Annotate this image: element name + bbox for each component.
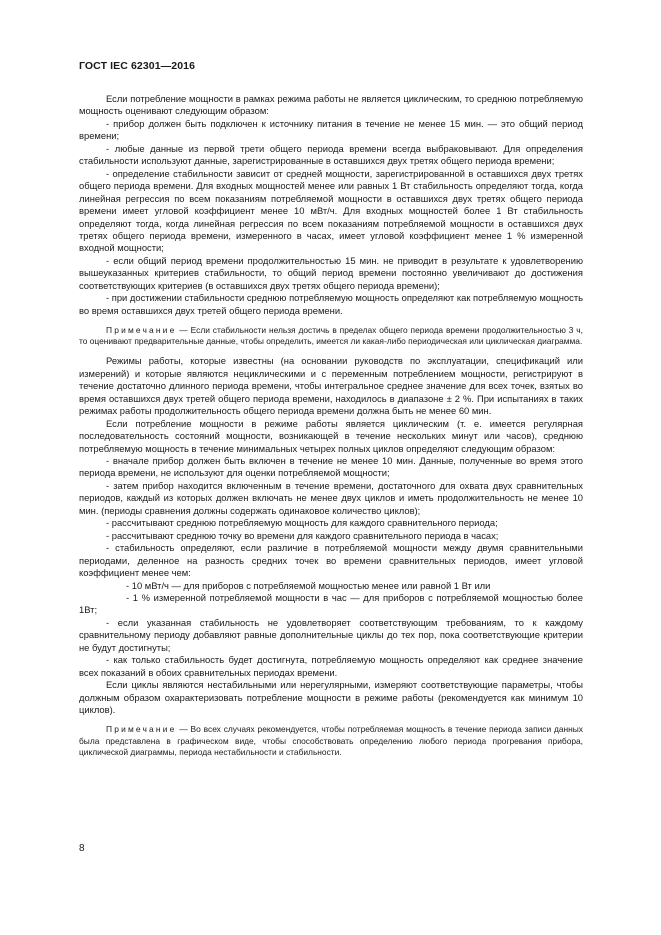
note [79, 724, 583, 757]
paragraph: Режимы работы, которые известны (на основании руководств по эксплуатации, спецификаций или измерений) и которые являются нециклическими и с переменным потреблением мощности, регистрируют в течение достаточно длинного периода времени, чтобы интегральное среднее значение для всех точек, взятых во время оставшихся двух третей общего периода времени, находилось в диапазоне ± 2 %. При испытаниях в таких режимах работы продолжительность общего периода времени должна быть не менее 60 мин. [79, 355, 583, 417]
note-text: — Если стабильности нельзя достичь в пределах общего периода времени продолжительностью 3 ч, то оценивают предварительные данные, чтобы определить, имеется ли какая-либо периодическая или циклическая диаграмма. [79, 325, 583, 347]
list-item: - как только стабильность будет достигнута, потребляемую мощность определяют как среднее значение всех показаний в обоих сравнительных периодах времени. [79, 654, 583, 678]
list-item: - вначале прибор должен быть включен в течение не менее 10 мин. Данные, полученные во время этого периода времени, не используют для оценки потребляемой мощности; [79, 454, 583, 479]
paragraph: Если циклы являются нестабильными или нерегулярными, измеряют соответствующие параметры, чтобы должным образом охарактеризовать потребление мощности в режиме работы (рекомендуется как минимум 10 циклов). [79, 679, 583, 716]
list-item: - при достижении стабильности среднюю потребляемую мощность определяют как потребляемую мощность во время оставшихся двух третей общего периода времени. [79, 292, 583, 316]
note [79, 325, 583, 347]
list-item: - определение стабильности зависит от средней мощности, зарегистрированной в оставшихся двух третях общего периода времени. Для входных мощностей менее или равных 1 Вт стабильность определяют тогда, когда линейная регрессия по всем показаниям потребляемой мощности в оставшихся двух третях общего периода времени имеет угловой коэффициент менее 10 мВт/ч. Для входных мощностей более 1 Вт стабильность определяют тогда, когда линейная регрессия по всем показаниям потребляемой мощности в оставшихся двух третях общего периода времени, измеренного в часах, имеет угловой коэффициент менее 1 % измеренной входной мощности; [79, 167, 583, 254]
list-item: - затем прибор находится включенным в течение времени, достаточного для охвата двух сравнительных периодов, каждый из которых должен включать не менее двух циклов и иметь продолжительность не менее 10 мин. (периоды сравнения должны содержать одинаковое количество циклов); [79, 479, 583, 516]
paragraph: Если потребление мощности в режиме работы является циклическим (т. е. имеется регулярная последовательность состояний мощности, возникающей в течение нескольких минут или часов), среднюю потребляемую мощность в течение минимальных четырех полных циклов определяют следующим образом: [79, 417, 583, 454]
list-item: - стабильность определяют, если различие в потребляемой мощности между двумя сравнительными периодами, деленное на разность средних точек во времени сравнительных периодов, имеет угловой коэффициент менее чем: [79, 542, 583, 579]
list-item: - любые данные из первой трети общего периода времени всегда выбраковывают. Для определения стабильности используют данные, зарегистрированные в оставшихся двух третях общего периода времени; [79, 142, 583, 167]
page-number: 8 [79, 843, 85, 854]
list-item: - 1 % измеренной потребляемой мощности в час — для приборов с потребляемой мощностью более 1Вт; [79, 591, 583, 616]
list-item: - рассчитывают среднюю потребляемую мощность для каждого сравнительного периода; [106, 517, 498, 529]
note-label: Примечание [106, 325, 177, 336]
list-item: - рассчитывают среднюю точку во времени для каждого сравнительного периода в часах; [106, 529, 499, 541]
document-header: ГОСТ IEC 62301—2016 [79, 60, 196, 72]
list-item: - 10 мВт/ч — для приборов с потребляемой мощностью менее или равной 1 Вт или [126, 579, 491, 591]
list-item: - прибор должен быть подключен к источнику питания в течение не менее 15 мин. — это общий период времени; [79, 117, 583, 142]
list-item: - если общий период времени продолжительностью 15 мин. не приводит в результате к удовлетворению вышеуказанных критериев стабильности, то общий период времени постоянно увеличивают до достижения соответствующих критериев (в оставшихся двух третях общего периода времени); [79, 254, 583, 291]
note-label: Примечание [106, 724, 177, 735]
list-item: - если указанная стабильность не удовлетворяет соответствующим требованиям, то к каждому сравнительному периоду добавляют равные дополнительные циклы до тех пор, пока соответствующие критерии не будут достигнуты; [79, 616, 583, 653]
page-body [79, 93, 583, 758]
note-text: — Во всех случаях рекомендуется, чтобы потребляемая мощность в течение периода записи данных была представлена в графическом виде, чтобы способствовать определению любого периода прогревания прибора, циклической диаграммы, периода нестабильности и стабильности. [79, 724, 583, 757]
paragraph: Если потребление мощности в рамках режима работы не является циклическим, то среднюю потребляемую мощность оценивают следующим образом: [79, 93, 583, 117]
